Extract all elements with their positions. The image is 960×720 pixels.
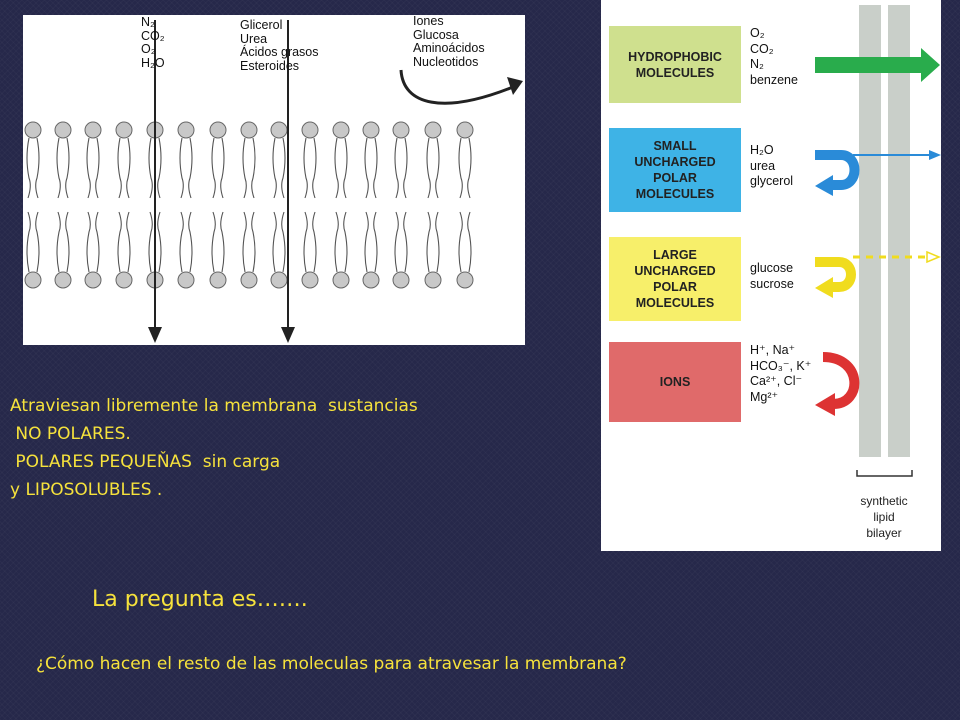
lipid-head-top xyxy=(425,122,441,138)
group3-label: Iones Glucosa Aminoácidos Nucleotidos xyxy=(413,14,485,69)
lipid-head-top xyxy=(333,122,349,138)
lipid-tail-top xyxy=(212,138,224,198)
ion-molecules: H⁺, Na⁺ HCO₃⁻, K⁺ Ca²⁺, Cl⁻ Mg²⁺ xyxy=(750,343,812,404)
lipid-tail-bottom xyxy=(57,212,69,272)
lipid-head-bottom xyxy=(210,272,226,288)
arrow-group3-reflect xyxy=(401,70,513,103)
lipid-head-top xyxy=(55,122,71,138)
question-text: ¿Cómo hacen el resto de las moleculas para atravesar la membrana? xyxy=(36,654,627,674)
lipid-head-bottom xyxy=(241,272,257,288)
lipid-tail-top xyxy=(243,138,255,198)
lipid-head-bottom xyxy=(116,272,132,288)
bilayer-caption: synthetic lipid bilayer xyxy=(860,494,908,540)
lipid-tail-top xyxy=(118,138,130,198)
small-polar-pass-head xyxy=(929,150,941,160)
arrowhead-group1 xyxy=(148,327,162,343)
lipid-head-bottom xyxy=(178,272,194,288)
lipid-tail-bottom xyxy=(87,212,99,272)
lipid-head-bottom xyxy=(393,272,409,288)
large-polar-molecules: glucose sucrose xyxy=(750,261,794,291)
body-text: Atraviesan libremente la membrana sustancias NO POLARES. POLARES PEQUEŇAS sin carga y LIPOSOLUBLES . xyxy=(10,396,418,500)
arrowhead-group3 xyxy=(507,77,523,95)
group2-label: Glicerol Urea Ácidos grasos Esteroides xyxy=(240,18,319,73)
lipid-tail-bottom xyxy=(273,212,285,272)
lipid-head-top xyxy=(116,122,132,138)
small-polar-return-arrow xyxy=(815,155,855,185)
lipid-tail-top xyxy=(335,138,347,198)
lipid-tail-bottom xyxy=(118,212,130,272)
lipid-head-bottom xyxy=(457,272,473,288)
lipid-tail-top xyxy=(427,138,439,198)
hydrophobic-label: HYDROPHOBIC MOLECULES xyxy=(628,49,722,80)
lipid-tail-top xyxy=(27,138,39,198)
permeability-diagram xyxy=(601,0,941,551)
lipid-tail-top xyxy=(87,138,99,198)
small-polar-label: SMALL UNCHARGED POLAR MOLECULES xyxy=(634,139,716,201)
lipid-head-top xyxy=(178,122,194,138)
lipid-head-bottom xyxy=(55,272,71,288)
lipid-tail-bottom xyxy=(459,212,471,272)
lipid-head-top xyxy=(363,122,379,138)
large-polar-pass-head xyxy=(927,252,939,262)
bilayer-bracket xyxy=(857,470,912,476)
ions-return-arrow xyxy=(823,357,854,404)
lipid-head-top xyxy=(25,122,41,138)
ions-box xyxy=(609,342,741,422)
large-polar-box xyxy=(609,237,741,321)
lipid-tail-bottom xyxy=(304,212,316,272)
question-title: La pregunta es……. xyxy=(92,587,308,612)
large-polar-return-head xyxy=(815,277,833,298)
lipid-bilayer-diagram xyxy=(23,15,525,345)
lipid-tail-top xyxy=(459,138,471,198)
hydrophobic-box xyxy=(609,26,741,103)
lipid-head-bottom xyxy=(271,272,287,288)
small-polar-box xyxy=(609,128,741,212)
lipid-tail-top xyxy=(395,138,407,198)
lipid-head-bottom xyxy=(363,272,379,288)
arrowhead-group2 xyxy=(281,327,295,343)
lipid-head-bottom xyxy=(302,272,318,288)
lipid-head-top xyxy=(302,122,318,138)
lipid-tail-top xyxy=(273,138,285,198)
lipid-tail-bottom xyxy=(243,212,255,272)
hydrophobic-molecules: O₂ CO₂ N₂ benzene xyxy=(750,26,798,87)
lipid-head-bottom xyxy=(85,272,101,288)
lipid-head-bottom xyxy=(333,272,349,288)
lipid-tail-top xyxy=(304,138,316,198)
ions-label: IONS xyxy=(659,375,691,389)
lipid-tail-top xyxy=(365,138,377,198)
lipid-head-top xyxy=(241,122,257,138)
large-polar-label: LARGE UNCHARGED POLAR MOLECULES xyxy=(634,248,716,310)
small-polar-molecules: H₂O urea glycerol xyxy=(750,143,794,188)
lipid-tail-bottom xyxy=(427,212,439,272)
lipid-tail-top xyxy=(180,138,192,198)
lipid-tail-bottom xyxy=(27,212,39,272)
group1-label: N₂ CO₂ O₂ H₂O xyxy=(141,15,165,70)
lipid-head-bottom xyxy=(425,272,441,288)
lipid-head-bottom xyxy=(25,272,41,288)
ions-return-head xyxy=(815,393,835,416)
lipid-head-top xyxy=(210,122,226,138)
small-polar-return-head xyxy=(815,175,833,196)
lipid-tail-bottom xyxy=(212,212,224,272)
lipid-tail-bottom xyxy=(335,212,347,272)
lipid-head-top xyxy=(85,122,101,138)
lipid-head-top xyxy=(393,122,409,138)
lipid-head-top xyxy=(457,122,473,138)
lipid-head-top xyxy=(271,122,287,138)
lipid-tail-top xyxy=(57,138,69,198)
lipid-tail-bottom xyxy=(395,212,407,272)
lipid-tail-bottom xyxy=(365,212,377,272)
lipid-tail-bottom xyxy=(180,212,192,272)
